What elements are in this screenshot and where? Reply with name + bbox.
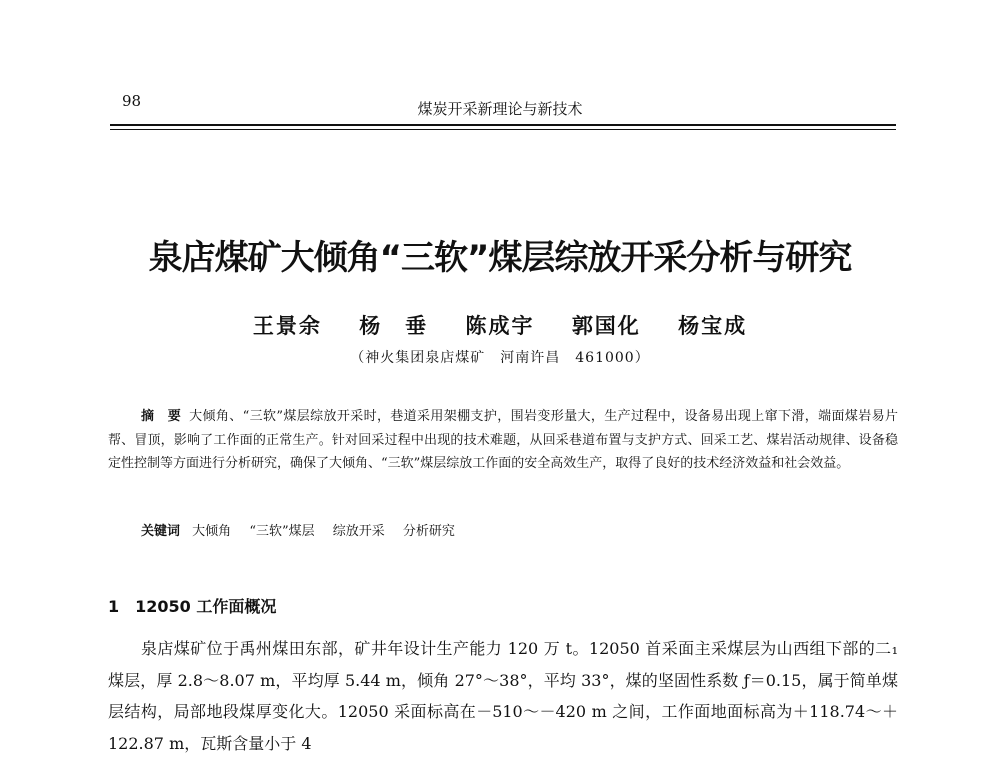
section-heading: 1 12050 工作面概况 [108, 597, 277, 616]
header-rule-thin [110, 129, 896, 130]
keyword: 综放开采 [332, 524, 385, 539]
keyword: 分析研究 [402, 524, 455, 539]
keyword: “三软”煤层 [249, 524, 315, 539]
keywords [141, 520, 469, 539]
body-paragraph: 泉店煤矿位于禹州煤田东部，矿井年设计生产能力 120 万 t。12050 首采面主采煤层为山西组下部的二₁ 煤层，厚 2.8～8.07 m，平均厚 5.44 m，倾角 27°～38°，平均 33°，煤的坚固性系数 ƒ＝0.15，属于简单煤层结构，局部地段煤厚变化大。12050 采面标高在－510～－420 m 之间，工作面地面标高为＋118.74～＋122.87 m，瓦斯含量小于 4 [108, 639, 898, 753]
article-title: 泉店煤矿大倾角“三软”煤层综放开采分析与研究 [148, 238, 852, 278]
author: 王景余 [252, 313, 322, 338]
author-list [0, 310, 1000, 340]
page-number: 98 [122, 92, 142, 110]
abstract-label: 摘 要 [141, 409, 182, 424]
author: 杨宝成 [678, 313, 748, 338]
abstract-text: 大倾角、“三软”煤层综放开采时，巷道采用架棚支护，围岩变形量大，生产过程中，设备易出现上窜下滑，端面煤岩易片帮、冒顶，影响了工作面的正常生产。针对回采过程中出现的技术难题，从回采巷道布置与支护方式、回采工艺、煤岩活动规律、设备稳定性控制等方面进行分析研究，确保了大倾角、“三软”煤层综放工作面的安全高效生产，取得了良好的技术经济效益和社会效益。 [108, 409, 898, 471]
abstract [108, 405, 898, 476]
keywords-label: 关键词 [141, 524, 181, 539]
author: 杨 垂 [359, 313, 429, 338]
running-head: 煤炭开采新理论与新技术 [417, 100, 583, 118]
author: 陈成宇 [465, 313, 535, 338]
header-rule-thick [110, 124, 896, 126]
keyword: 大倾角 [192, 524, 232, 539]
author: 郭国化 [571, 313, 641, 338]
affiliation: （神火集团泉店煤矿 河南许昌 461000） [350, 350, 650, 366]
